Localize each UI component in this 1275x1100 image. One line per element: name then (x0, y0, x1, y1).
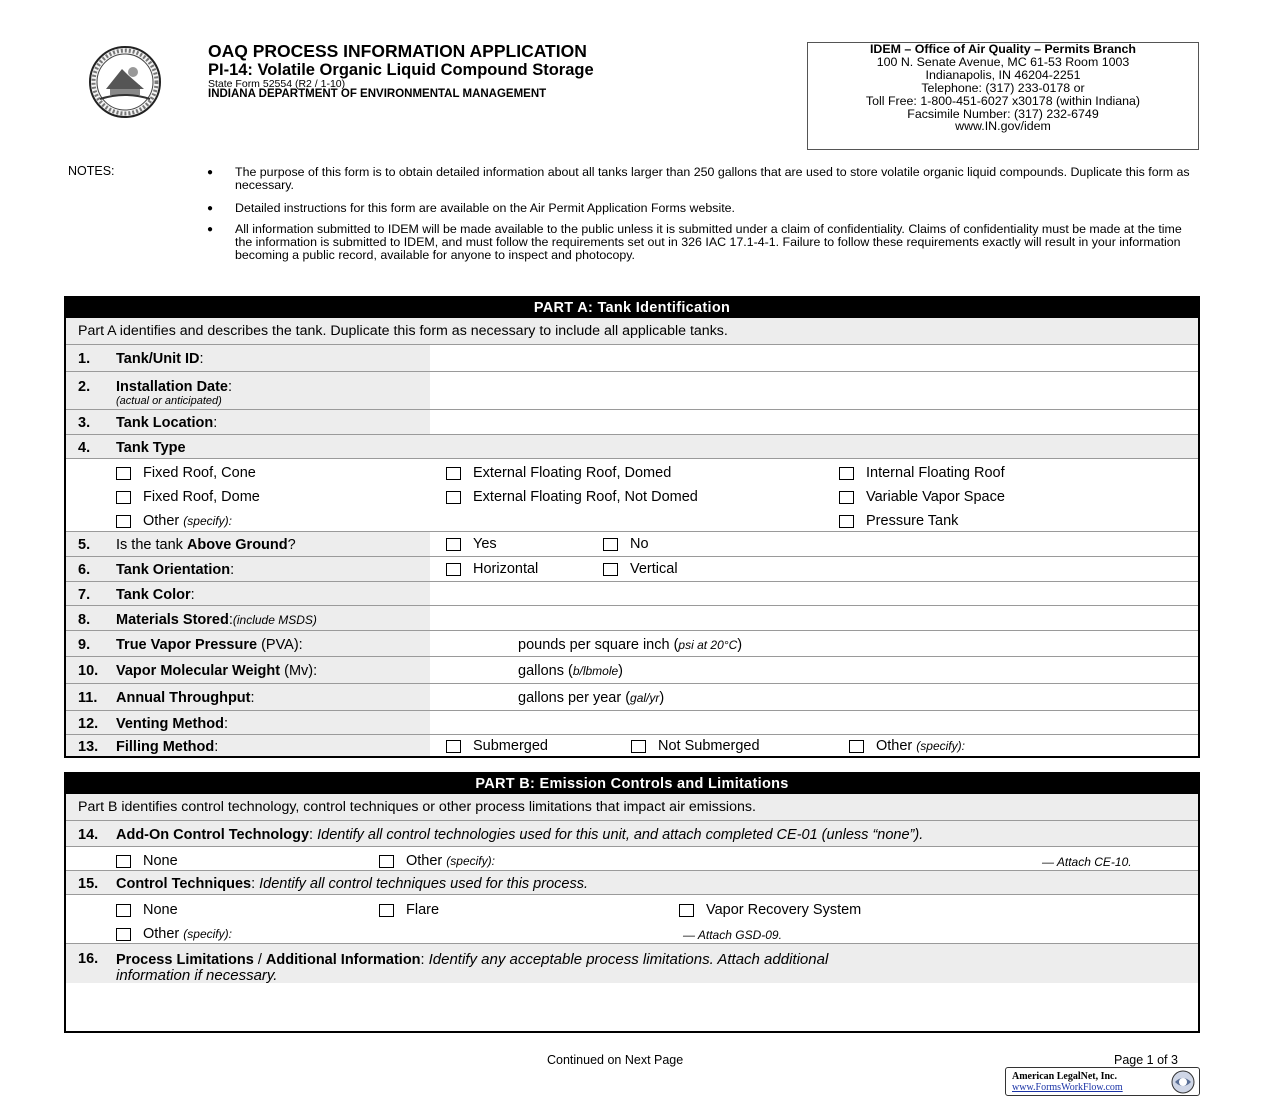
checkbox[interactable] (379, 855, 394, 868)
fixed-roof-cone-option[interactable] (116, 465, 256, 481)
above-ground-label (116, 537, 296, 553)
part-a-section (64, 296, 1200, 758)
label-text: Installation Date (116, 379, 228, 395)
checkbox[interactable] (116, 515, 131, 528)
checkbox[interactable] (446, 467, 461, 480)
control-other-option[interactable] (379, 853, 495, 869)
unit-text: gallons per year ( (518, 690, 631, 706)
specify-note: (specify): (183, 514, 232, 528)
question-1-row (66, 344, 1198, 371)
unit-italic: gal/yr (630, 691, 660, 705)
label-colon: : (250, 690, 255, 706)
option-label: Variable Vapor Space (866, 489, 1005, 505)
unit-text: pounds per square inch ( (518, 637, 679, 653)
label-text: True Vapor Pressure (116, 637, 258, 653)
control-none-option[interactable] (116, 853, 178, 869)
label-prefix: Is the tank (116, 537, 187, 553)
option-label: No (630, 536, 649, 552)
unit-text: gallons ( (518, 663, 573, 679)
option-label: Fixed Roof, Dome (143, 489, 260, 505)
label-text: Tank Orientation (116, 562, 231, 578)
option-label: External Floating Roof, Domed (473, 465, 672, 481)
label-colon: : (230, 562, 235, 578)
option-label: Other (143, 513, 180, 529)
bullet-icon: ● (207, 203, 214, 214)
note-item: Detailed instructions for this form are available on the Air Permit Application Forms website. (235, 201, 735, 215)
checkbox[interactable] (679, 904, 694, 917)
label-text: Additional Information (265, 952, 421, 968)
throughput-unit (518, 690, 664, 706)
telephone: Telephone: (317) 233-0178 or (921, 80, 1085, 95)
option-label: Other (876, 738, 913, 754)
option-label: External Floating Roof, Not Domed (473, 489, 698, 505)
logo-url[interactable]: www.FormsWorkFlow.com (1012, 1082, 1123, 1093)
label-colon: : (213, 415, 218, 431)
part-b-section (64, 772, 1200, 1033)
question-13-row (66, 734, 1198, 756)
label-text: Annual Throughput (116, 690, 251, 706)
question-5-row (66, 531, 1198, 556)
checkbox[interactable] (603, 563, 618, 576)
indiana-state-seal (70, 45, 180, 120)
other-tank-type-option[interactable] (116, 513, 232, 529)
tank-location-field[interactable] (430, 410, 1198, 434)
notes-label: NOTES: (68, 164, 115, 178)
option-label: Pressure Tank (866, 513, 959, 529)
globe-icon (1171, 1070, 1195, 1094)
label-colon: : (420, 952, 429, 968)
tank-id-label (116, 351, 204, 367)
part-b-intro: Part B identifies control technology, control techniques or other process limitations that impact air emissions. (78, 799, 756, 815)
label-colon: : (214, 739, 219, 755)
above-ground-cell (430, 532, 1198, 556)
vapor-recovery-option[interactable] (679, 902, 861, 918)
materials-stored-field[interactable] (430, 606, 1198, 630)
tank-orientation-cell (430, 557, 1198, 581)
option-label: Flare (406, 902, 440, 918)
instruction-text: Identify all control techniques used for this process. (259, 876, 588, 892)
annual-throughput-label (116, 690, 255, 706)
above-ground-yes-option[interactable] (446, 536, 497, 552)
question-6-row (66, 556, 1198, 581)
label-text: Venting Method (116, 716, 224, 732)
question-number: 3. (78, 415, 91, 431)
flare-option[interactable] (379, 902, 439, 918)
fixed-roof-dome-option[interactable] (116, 489, 260, 505)
above-ground-no-option[interactable] (603, 536, 649, 552)
instruction-text: Identify any acceptable process limitations. Attach additional (428, 951, 829, 968)
label-colon: : (223, 716, 228, 732)
technique-none-option[interactable] (116, 902, 178, 918)
question-number: 15. (78, 876, 99, 892)
part-b-intro-row (66, 794, 1198, 820)
question-number: 11. (78, 690, 98, 706)
option-label: Horizontal (473, 561, 539, 577)
checkbox[interactable] (446, 538, 461, 551)
other-filling-option[interactable] (849, 738, 965, 754)
unit-close: ) (659, 690, 665, 706)
toll-free: Toll Free: 1-800-451-6027 x30178 (within Indiana) (865, 93, 1141, 108)
form-subtitle: PI-14: Volatile Organic Liquid Compound Storage (208, 61, 594, 79)
note-item: All information submitted to IDEM will be made available to the public unless it is submitted under a claim of confidentiality. Claims of confidentiality must be made at the time the information is submitted to IDEM, and must follow the requirements set out in 326 IAC 17.1-4-1. Failure to follow these requirements exactly will result in your information becoming a public record, available for anyone to inspect and photocopy. (235, 222, 1182, 262)
question-3-row (66, 409, 1198, 434)
variable-vapor-space-option[interactable] (839, 489, 1005, 505)
continued-note: Continued on Next Page (547, 1053, 684, 1067)
label-colon: : (228, 612, 233, 628)
checkbox[interactable] (116, 928, 131, 941)
question-number: 8. (78, 612, 91, 628)
part-b-heading: PART B: Emission Controls and Limitations (66, 774, 1198, 794)
checkbox[interactable] (839, 467, 854, 480)
option-label: Submerged (473, 738, 548, 754)
tank-color-label (116, 587, 195, 603)
annual-throughput-field[interactable] (430, 684, 1198, 710)
checkbox[interactable] (839, 491, 854, 504)
department-name: INDIANA DEPARTMENT OF ENVIRONMENTAL MANAGEMENT (208, 88, 547, 100)
option-label: Vertical (630, 561, 678, 577)
control-techniques-label (116, 876, 588, 892)
specify-note: (specify): (446, 854, 495, 868)
label-abbr: (Mv): (280, 663, 318, 679)
checkbox[interactable] (379, 904, 394, 917)
option-label: Other (143, 926, 180, 942)
label-text: Tank/Unit ID (116, 351, 200, 367)
submerged-option[interactable] (446, 738, 548, 754)
option-label: Yes (473, 536, 497, 552)
option-label: None (143, 853, 178, 869)
question-12-row (66, 710, 1198, 734)
attach-gsd09-note: — Attach GSD-09. (683, 928, 782, 942)
address-line: Indianapolis, IN 46204-2251 (925, 67, 1081, 82)
note-item: The purpose of this form is to obtain detailed information about all tanks larger than 250 gallons that are used to store volatile organic liquid compounds. Duplicate this form as necessary. (235, 165, 1190, 192)
contact-address-box (807, 42, 1199, 150)
question-number: 9. (78, 637, 91, 653)
vertical-option[interactable] (603, 561, 678, 577)
control-techniques-options (66, 894, 1198, 943)
tank-type-label (116, 440, 186, 456)
label-colon: : (309, 827, 318, 843)
internal-floating-roof-option[interactable] (839, 465, 1005, 481)
question-7-row (66, 581, 1198, 605)
question-2-row (66, 371, 1198, 409)
option-label: Fixed Roof, Cone (143, 465, 256, 481)
add-on-control-options (66, 846, 1198, 870)
checkbox[interactable] (631, 740, 646, 753)
option-label: None (143, 902, 178, 918)
process-limitations-field[interactable] (66, 983, 1198, 1031)
part-a-intro: Part A identifies and describes the tank. Duplicate this form as necessary to include all applicable tanks. (78, 323, 728, 339)
question-15-row (66, 870, 1198, 894)
specify-note: (specify): (916, 739, 965, 753)
question-number: 4. (78, 440, 91, 456)
label-separator: / (253, 952, 266, 968)
tank-location-label (116, 415, 217, 431)
website: www.IN.gov/idem (955, 119, 1051, 134)
unit-italic: psi at 20°C (678, 638, 738, 652)
external-floating-roof-not-domed-option[interactable] (446, 489, 698, 505)
checkbox[interactable] (446, 563, 461, 576)
option-label: Internal Floating Roof (866, 465, 1005, 481)
horizontal-option[interactable] (446, 561, 538, 577)
tank-color-field[interactable] (430, 582, 1198, 605)
label-text: Vapor Molecular Weight (116, 663, 281, 679)
logo-name: American LegalNet, Inc. (1012, 1071, 1117, 1082)
filling-method-cell (430, 735, 1198, 756)
page-number: Page 1 of 3 (1114, 1053, 1178, 1067)
state-form-number: State Form 52554 (R2 / 1-10) (208, 78, 346, 90)
label-text: Filling Method (116, 739, 215, 755)
question-4-row (66, 434, 1198, 458)
venting-method-field[interactable] (430, 711, 1198, 734)
tank-orientation-label (116, 562, 234, 578)
process-limitations-label-cont (116, 967, 277, 984)
label-colon: : (190, 587, 195, 603)
label-text: Materials Stored (116, 612, 229, 628)
question-8-row (66, 605, 1198, 630)
option-label: Not Submerged (658, 738, 760, 754)
installation-date-label (116, 379, 232, 395)
label-colon: : (199, 351, 204, 367)
question-number: 14. (78, 827, 99, 843)
question-number: 16. (78, 951, 99, 967)
checkbox[interactable] (116, 855, 131, 868)
label-colon: : (251, 876, 260, 892)
fax-number: Facsimile Number: (317) 232-6749 (907, 106, 1099, 121)
weight-unit (518, 663, 623, 679)
checkbox[interactable] (849, 740, 864, 753)
question-9-row (66, 630, 1198, 656)
tank-type-options (66, 458, 1198, 531)
instruction-text: information if necessary. (116, 967, 278, 984)
unit-close: ) (618, 663, 624, 679)
question-number: 7. (78, 587, 91, 603)
installation-date-note: (actual or anticipated) (116, 395, 222, 407)
label-text: Tank Location (116, 415, 214, 431)
question-14-row (66, 820, 1198, 846)
checkbox[interactable] (116, 491, 131, 504)
process-limitations-label (116, 951, 828, 968)
installation-date-field[interactable] (430, 372, 1198, 409)
question-number: 5. (78, 537, 91, 553)
bullet-icon: ● (207, 167, 214, 178)
question-number: 1. (78, 351, 91, 367)
pressure-tank-option[interactable] (839, 513, 958, 529)
question-16-row (66, 943, 1198, 983)
label-text: Tank Type (116, 440, 186, 456)
unit-close: ) (737, 637, 743, 653)
label-text: Control Techniques (116, 876, 252, 892)
tank-id-field[interactable] (430, 345, 1198, 371)
checkbox[interactable] (839, 515, 854, 528)
vapor-molecular-weight-label (116, 663, 317, 679)
msds-note: (include MSDS) (232, 613, 317, 627)
filling-method-label (116, 739, 218, 755)
checkbox[interactable] (116, 467, 131, 480)
label-abbr: (PVA): (257, 637, 303, 653)
option-label: Vapor Recovery System (706, 902, 862, 918)
not-submerged-option[interactable] (631, 738, 760, 754)
pressure-unit (518, 637, 742, 653)
external-floating-roof-domed-option[interactable] (446, 465, 671, 481)
attach-ce10-note: — Attach CE-10. (1042, 855, 1132, 869)
question-number: 12. (78, 716, 99, 732)
vapor-molecular-weight-field[interactable] (430, 657, 1198, 683)
american-legalnet-logo[interactable] (1005, 1067, 1200, 1096)
question-number: 6. (78, 562, 91, 578)
question-number: 2. (78, 379, 91, 395)
label-colon: : (228, 379, 233, 395)
label-text: Add-On Control Technology (116, 827, 310, 843)
bullet-icon: ● (207, 224, 214, 235)
label-text: Process Limitations (116, 952, 254, 968)
venting-method-label (116, 716, 228, 732)
add-on-control-label (116, 827, 923, 843)
instruction-text: Identify all control technologies used for this unit, and attach completed CE-01 (unless “none”). (317, 827, 924, 843)
form-title: OAQ PROCESS INFORMATION APPLICATION (208, 41, 587, 61)
label-text: Above Ground (186, 537, 288, 553)
checkbox[interactable] (603, 538, 618, 551)
materials-stored-label (116, 612, 317, 628)
true-vapor-pressure-field[interactable] (430, 631, 1198, 656)
label-suffix: ? (287, 537, 296, 553)
address-title: IDEM – Office of Air Quality – Permits Branch (869, 42, 1136, 56)
address-line: 100 N. Senate Avenue, MC 61-53 Room 1003 (876, 54, 1130, 69)
option-label: Other (406, 853, 443, 869)
checkbox[interactable] (446, 740, 461, 753)
question-number: 10. (78, 663, 99, 679)
label-text: Tank Color (116, 587, 191, 603)
part-a-heading: PART A: Tank Identification (66, 298, 1198, 318)
question-10-row (66, 656, 1198, 683)
part-a-intro-row (66, 318, 1198, 344)
question-11-row (66, 683, 1198, 710)
checkbox[interactable] (116, 904, 131, 917)
unit-italic: b/lbmole (572, 664, 619, 678)
checkbox[interactable] (446, 491, 461, 504)
question-number: 13. (78, 739, 99, 755)
specify-note: (specify): (183, 927, 232, 941)
technique-other-option[interactable] (116, 926, 232, 942)
true-vapor-pressure-label (116, 637, 303, 653)
